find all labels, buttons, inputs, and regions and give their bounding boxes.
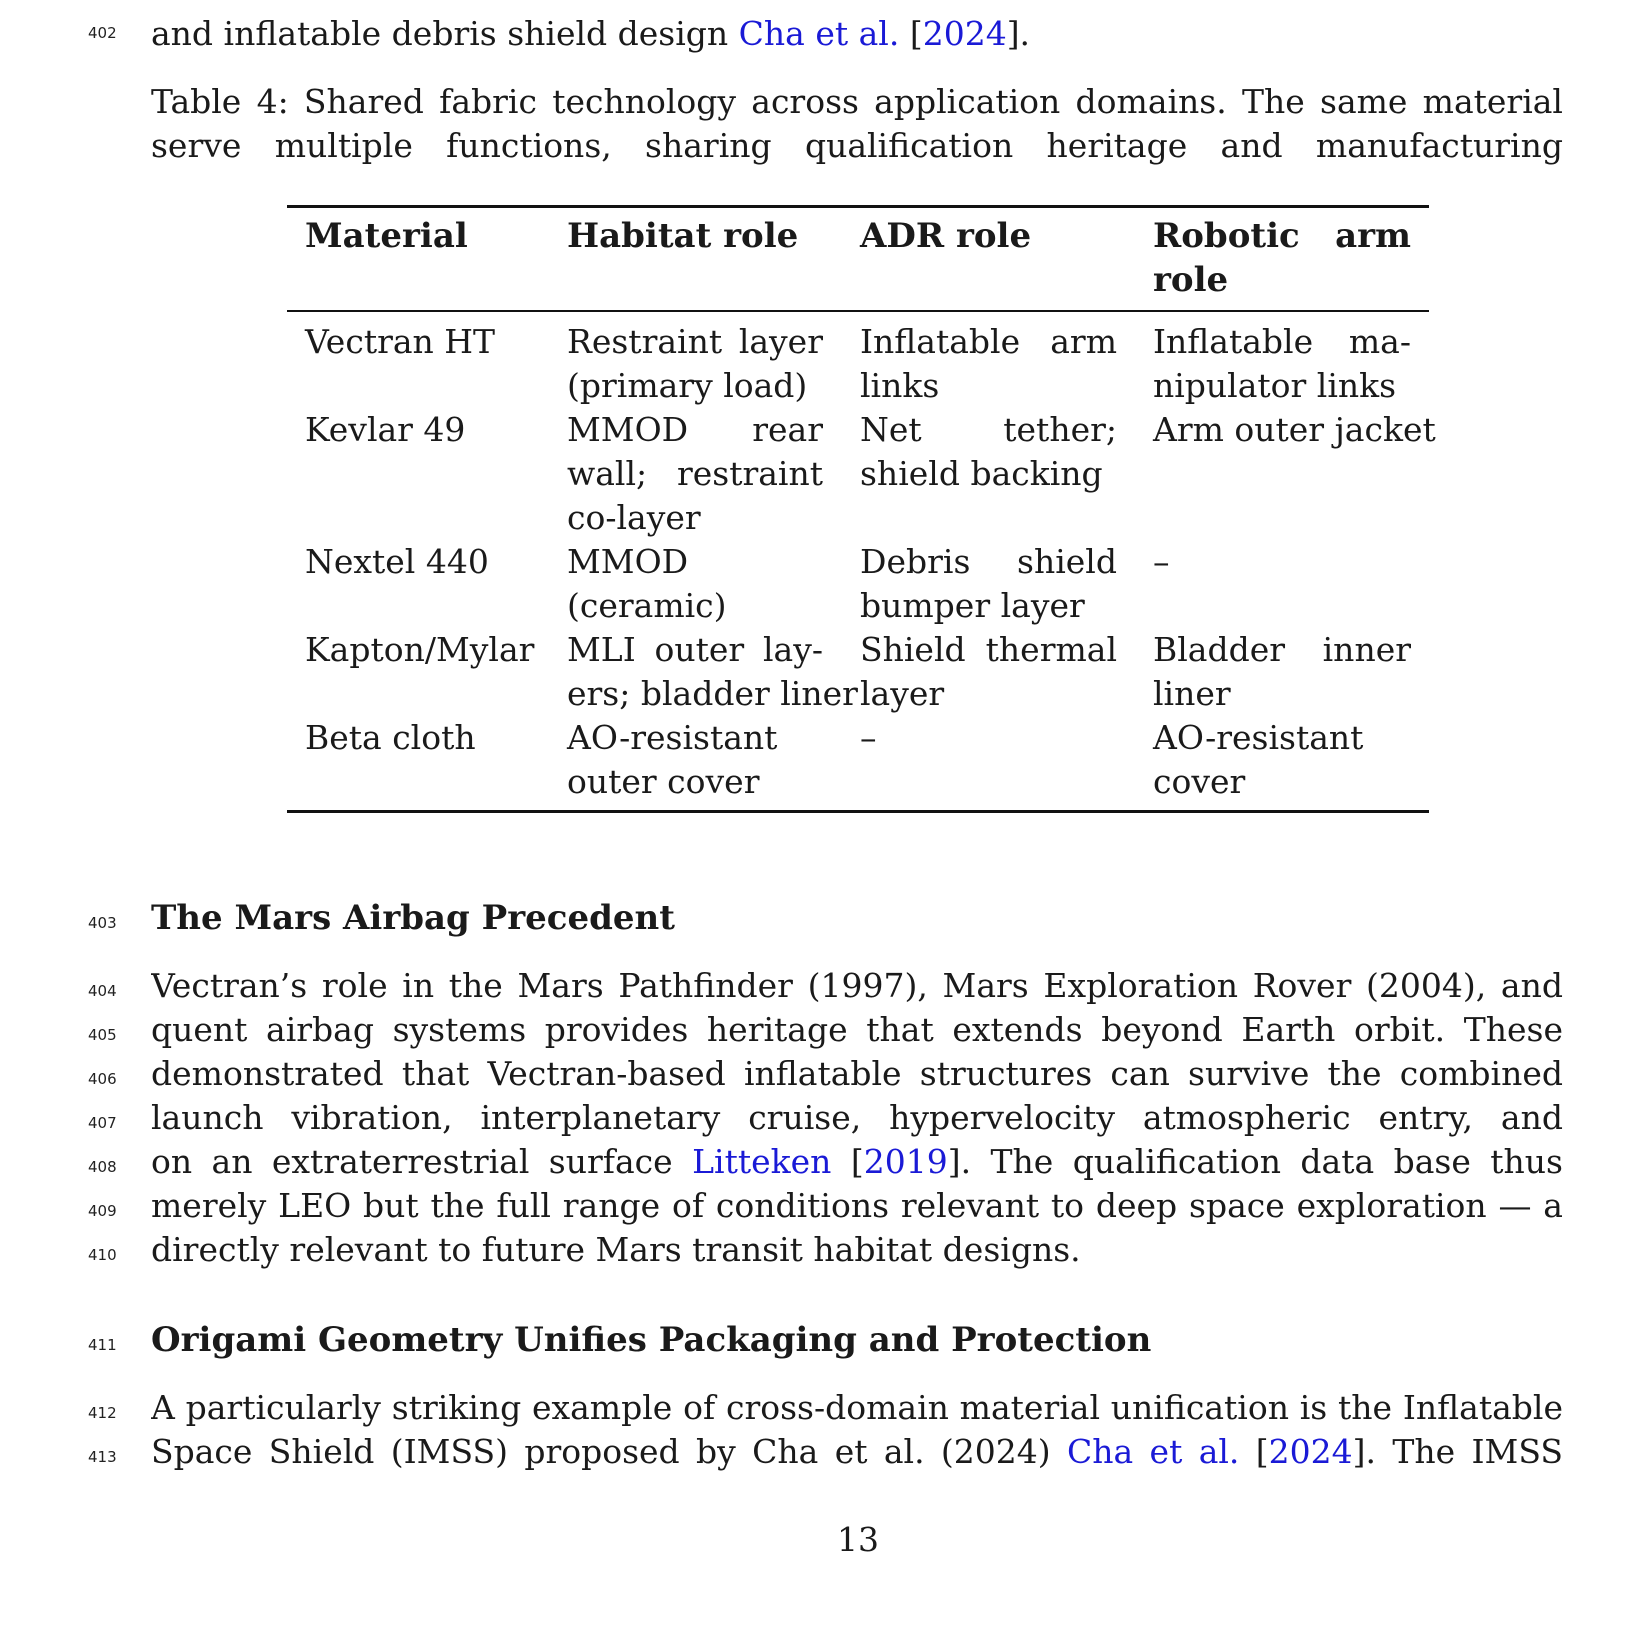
line-number: 410 [88, 1246, 117, 1264]
citation-link[interactable]: Cha et al. [1067, 1432, 1240, 1471]
body-line: quent airbag systems provides heritage that extends beyond Earth orbit. These [151, 1010, 1563, 1049]
table-header-robotic-arm: Robotic arm role [1153, 216, 1411, 300]
table-cell: Net tether; shield backing [860, 410, 1117, 493]
citation-year-link[interactable]: 2024 [1268, 1432, 1353, 1471]
line-number: 412 [88, 1404, 117, 1422]
citation-year-link[interactable]: 2019 [863, 1142, 948, 1181]
table-cell: Debris shield bumper layer [860, 542, 1117, 625]
page-number: 13 [837, 1520, 879, 1559]
body-line: A particularly striking example of cross-domain material unification is the Inflatable [151, 1388, 1563, 1427]
body-line: merely LEO but the full range of conditions relevant to deep space exploration — a [151, 1186, 1563, 1225]
body-line: demonstrated that Vectran-based inflatable structures can survive the combined [151, 1054, 1563, 1093]
caption-line: Table 4: Shared fabric technology across application domains. The same material [151, 82, 1563, 121]
table-cell: Nextel 440 [305, 542, 489, 581]
table-cell: MLI outer lay- ers; bladder liner [567, 630, 858, 713]
table-cell: AO-resistant cover [1153, 718, 1364, 801]
section-heading: The Mars Airbag Precedent [151, 898, 675, 938]
body-line: directly relevant to future Mars transit habitat designs. [151, 1230, 1081, 1269]
table-cell: Kevlar 49 [305, 410, 466, 449]
table-header-adr: ADR role [860, 216, 1032, 256]
caption-line: serve multiple functions, sharing qualification heritage and manufacturing [151, 126, 1563, 165]
line-number: 403 [88, 914, 117, 932]
table-cell: Arm outer jacket [1153, 410, 1436, 449]
table-cell: Restraint layer (primary load) [567, 322, 823, 405]
table-cell: Kapton/Mylar [305, 630, 535, 669]
table-top-rule [287, 205, 1429, 208]
line-number: 402 [88, 24, 117, 42]
body-line: and inflatable debris shield design Cha et al. [2024]. [151, 14, 1031, 53]
section-heading: Origami Geometry Unifies Packaging and Protection [151, 1320, 1152, 1360]
line-number: 413 [88, 1448, 117, 1466]
body-text: and inflatable debris shield design [151, 14, 739, 53]
table-cell: Bladder inner liner [1153, 630, 1411, 713]
table-header-material: Material [305, 216, 468, 256]
table-header-habitat: Habitat role [567, 216, 799, 256]
body-line: launch vibration, interplanetary cruise, hypervelocity atmospheric entry, and [151, 1098, 1563, 1137]
body-line: Vectran’s role in the Mars Pathfinder (1997), Mars Exploration Rover (2004), and [151, 966, 1563, 1005]
line-number: 404 [88, 982, 117, 1000]
line-number: 407 [88, 1114, 117, 1132]
table-cell: AO-resistant outer cover [567, 718, 778, 801]
table-cell: Vectran HT [305, 322, 496, 361]
line-number: 406 [88, 1070, 117, 1088]
table-cell: Beta cloth [305, 718, 476, 757]
citation-link[interactable]: Cha et al. [738, 14, 900, 53]
table-cell: Inflatable arm links [860, 322, 1117, 405]
table-cell: MMOD (ceramic) [567, 542, 727, 625]
line-number: 408 [88, 1158, 117, 1176]
line-number: 405 [88, 1026, 117, 1044]
body-line: on an extraterrestrial surface Litteken [2019]. The qualification data base thus [151, 1142, 1563, 1181]
citation-year-link[interactable]: 2024 [922, 14, 1007, 53]
line-number: 409 [88, 1202, 117, 1220]
table-caption [151, 80, 1563, 168]
table-cell: Inflatable ma- nipulator links [1153, 322, 1411, 405]
table-mid-rule [287, 310, 1429, 312]
citation-link[interactable]: Litteken [692, 1142, 832, 1181]
table-cell: Shield thermal layer [860, 630, 1117, 713]
body-line: Space Shield (IMSS) proposed by Cha et al. (2024) Cha et al. [2024]. The IMSS [151, 1432, 1563, 1471]
table-cell: – [860, 718, 877, 757]
table-cell: MMOD rear wall; restraint co-layer [567, 410, 823, 537]
table-cell: – [1153, 542, 1170, 581]
line-number: 411 [88, 1336, 117, 1354]
table-bottom-rule [287, 810, 1429, 813]
